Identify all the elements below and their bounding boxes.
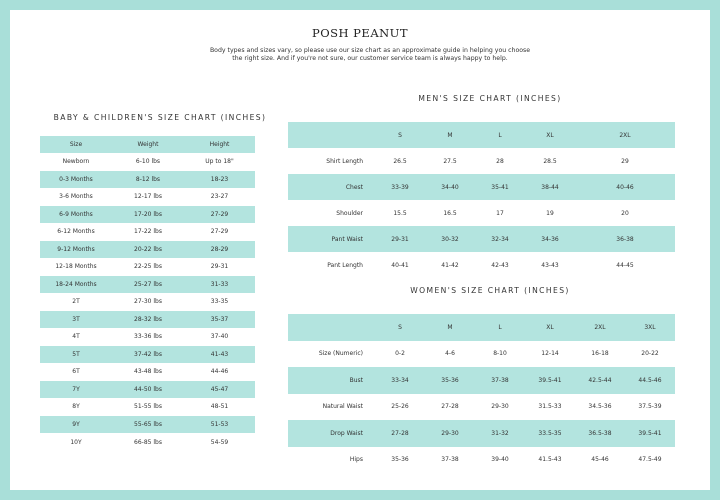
table-header-row (288, 122, 675, 148)
table-cell: 45-46 (591, 456, 609, 464)
table-cell: 30-32 (425, 226, 475, 252)
table-cell: 45-47 (184, 381, 255, 399)
table-row (40, 241, 255, 259)
table-row (288, 174, 675, 200)
table-cell: 44-50 lbs (112, 381, 184, 399)
women-size-table (288, 314, 675, 473)
table-cell: 40-41 (391, 261, 409, 269)
table-row (40, 433, 255, 451)
table-row (40, 346, 255, 364)
table-cell: 29-30 (425, 420, 475, 447)
table-cell: 51-53 (184, 416, 255, 434)
table-cell: 37-40 (184, 328, 255, 346)
table-cell: 48-51 (184, 398, 255, 416)
table-cell: Newborn (40, 153, 112, 171)
table-row (288, 252, 675, 278)
table-cell: 54-59 (184, 433, 255, 451)
table-header-row (288, 314, 675, 341)
table-row (40, 293, 255, 311)
table-cell: 38-44 (525, 174, 575, 200)
table-cell: 37-38 (441, 456, 459, 464)
table-row (40, 381, 255, 399)
table-cell: 27.5 (443, 157, 457, 165)
table-cell: 31-32 (475, 420, 525, 447)
table-cell: Drop Waist (288, 420, 375, 447)
table-cell: 5T (40, 346, 112, 364)
table-cell: 12-17 lbs (112, 188, 184, 206)
column-header: M (425, 122, 475, 148)
table-row (40, 258, 255, 276)
table-row (288, 447, 675, 474)
table-cell: 47.5-49 (638, 456, 662, 464)
table-cell: 2T (40, 293, 112, 311)
table-cell: 15.5 (393, 209, 407, 217)
table-cell: 17-22 lbs (112, 223, 184, 241)
table-cell: 8-10 (493, 350, 507, 358)
table-cell: 27-28 (441, 403, 459, 411)
table-row (40, 223, 255, 241)
column-header: L (475, 314, 525, 341)
table-cell: 27-29 (184, 206, 255, 224)
table-cell: Pant Waist (288, 226, 375, 252)
table-cell: Chest (288, 174, 375, 200)
table-cell: 31-33 (184, 276, 255, 294)
table-row (40, 363, 255, 381)
table-cell: 33-36 lbs (112, 328, 184, 346)
table-row (40, 398, 255, 416)
table-cell: Bust (288, 367, 375, 394)
table-cell: 28-32 lbs (112, 311, 184, 329)
table-cell: 25-26 (391, 403, 409, 411)
table-cell: 42.5-44 (575, 367, 625, 394)
table-cell: 27-30 lbs (112, 293, 184, 311)
table-cell: 33-34 (375, 367, 425, 394)
table-cell: 6-12 Months (40, 223, 112, 241)
table-cell: 8Y (40, 398, 112, 416)
table-row (288, 394, 675, 421)
table-cell: 29-31 (184, 258, 255, 276)
table-cell: 33.5-35 (525, 420, 575, 447)
table-cell: 35-37 (184, 311, 255, 329)
table-row (40, 153, 255, 171)
table-cell: 18-24 Months (40, 276, 112, 294)
table-cell: 18-23 (184, 171, 255, 189)
table-cell: 3-6 Months (40, 188, 112, 206)
table-cell: 7Y (40, 381, 112, 399)
table-cell: 51-55 lbs (112, 398, 184, 416)
table-cell: 34-40 (425, 174, 475, 200)
table-cell: 28 (496, 157, 504, 165)
column-header: 2XL (575, 314, 625, 341)
table-cell: 27-29 (184, 223, 255, 241)
table-cell: 20-22 (641, 350, 659, 358)
table-row (40, 311, 255, 329)
table-cell: 41-43 (184, 346, 255, 364)
kids-chart-title: BABY & CHILDREN'S SIZE CHART (INCHES) (53, 113, 267, 122)
table-cell: 0-3 Months (40, 171, 112, 189)
size-chart-page (10, 10, 710, 490)
table-cell: 23-27 (184, 188, 255, 206)
table-cell: 37.5-39 (638, 403, 662, 411)
table-row (40, 206, 255, 224)
table-cell: 20 (621, 209, 629, 217)
table-cell: 22-25 lbs (112, 258, 184, 276)
column-header (288, 122, 375, 148)
table-cell: 16.5 (443, 209, 457, 217)
table-header-row (40, 136, 255, 154)
table-cell: 4T (40, 328, 112, 346)
column-header: S (375, 122, 425, 148)
table-cell: 41-42 (441, 261, 459, 269)
table-cell: 36-38 (575, 226, 675, 252)
table-cell: 37-38 (475, 367, 525, 394)
table-row (40, 188, 255, 206)
table-cell: 43-43 (541, 261, 559, 269)
table-cell: 34.5-36 (588, 403, 612, 411)
table-cell: 35-36 (425, 367, 475, 394)
table-cell: Pant Length (327, 261, 363, 269)
table-cell: 55-65 lbs (112, 416, 184, 434)
table-cell: 10Y (40, 433, 112, 451)
table-row (40, 328, 255, 346)
table-cell: Natural Waist (322, 403, 363, 411)
table-cell: 9-12 Months (40, 241, 112, 259)
column-header: L (475, 122, 525, 148)
table-cell: 42-43 (491, 261, 509, 269)
table-cell: 39.5-41 (625, 420, 675, 447)
table-cell: 12-18 Months (40, 258, 112, 276)
table-cell: 44-46 (184, 363, 255, 381)
column-header: M (425, 314, 475, 341)
table-cell: Shoulder (336, 209, 363, 217)
table-row (288, 226, 675, 252)
table-cell: 36.5-38 (575, 420, 625, 447)
men-chart-title: MEN'S SIZE CHART (INCHES) (418, 94, 562, 103)
table-cell: 6T (40, 363, 112, 381)
column-header (288, 314, 375, 341)
table-cell: 40-46 (575, 174, 675, 200)
table-cell: 43-48 lbs (112, 363, 184, 381)
table-cell: 37-42 lbs (112, 346, 184, 364)
kids-size-table (40, 135, 255, 451)
column-header: 3XL (625, 314, 675, 341)
table-cell: 8-12 lbs (112, 171, 184, 189)
table-cell: 19 (546, 209, 554, 217)
column-header: Height (184, 136, 255, 154)
table-cell: 28.5 (543, 157, 557, 165)
table-cell: 44-45 (616, 261, 634, 269)
table-cell: 39.5-41 (525, 367, 575, 394)
table-cell: 0-2 (395, 350, 405, 358)
column-header: S (375, 314, 425, 341)
table-cell: Size (Numeric) (318, 350, 363, 358)
table-cell: 17 (496, 209, 504, 217)
table-row (40, 276, 255, 294)
table-row (40, 171, 255, 189)
table-cell: Hips (349, 456, 363, 464)
table-cell: 31.5-33 (538, 403, 562, 411)
table-cell: 20-22 lbs (112, 241, 184, 259)
table-row (288, 420, 675, 447)
table-cell: 26.5 (393, 157, 407, 165)
table-cell: 33-35 (184, 293, 255, 311)
table-row (40, 416, 255, 434)
table-cell: 29-31 (375, 226, 425, 252)
table-cell: 33-39 (375, 174, 425, 200)
table-row (288, 341, 675, 368)
table-cell: 27-28 (375, 420, 425, 447)
table-cell: 29-30 (491, 403, 509, 411)
table-cell: 41.5-43 (538, 456, 562, 464)
men-size-table (288, 122, 675, 278)
table-cell: 6-10 lbs (112, 153, 184, 171)
table-cell: 29 (621, 157, 629, 165)
table-cell: Up to 18" (184, 153, 255, 171)
table-row (288, 367, 675, 394)
table-row (288, 148, 675, 174)
column-header: XL (525, 314, 575, 341)
table-cell: 25-27 lbs (112, 276, 184, 294)
table-cell: 12-14 (541, 350, 559, 358)
women-chart-title: WOMEN'S SIZE CHART (INCHES) (410, 286, 570, 295)
table-cell: 9Y (40, 416, 112, 434)
table-cell: 16-18 (591, 350, 609, 358)
intro-text: Body types and sizes vary, so please use our size chart as an approximate guide in helping you choose the right size. And if you're not sure, our customer service team is always happy to help. (209, 47, 531, 63)
table-cell: 6-9 Months (40, 206, 112, 224)
table-cell: 32-34 (475, 226, 525, 252)
table-cell: 4-6 (445, 350, 455, 358)
brand-title: POSH PEANUT (311, 26, 409, 40)
column-header: Weight (112, 136, 184, 154)
table-cell: 39-40 (491, 456, 509, 464)
table-row (288, 200, 675, 226)
table-cell: 66-85 lbs (112, 433, 184, 451)
table-cell: 28-29 (184, 241, 255, 259)
column-header: Size (40, 136, 112, 154)
column-header: XL (525, 122, 575, 148)
table-cell: 35-36 (391, 456, 409, 464)
table-cell: 3T (40, 311, 112, 329)
table-cell: 34-36 (525, 226, 575, 252)
table-cell: 44.5-46 (625, 367, 675, 394)
table-cell: 35-41 (475, 174, 525, 200)
column-header: 2XL (575, 122, 675, 148)
table-cell: 17-20 lbs (112, 206, 184, 224)
table-cell: Shirt Length (326, 157, 363, 165)
